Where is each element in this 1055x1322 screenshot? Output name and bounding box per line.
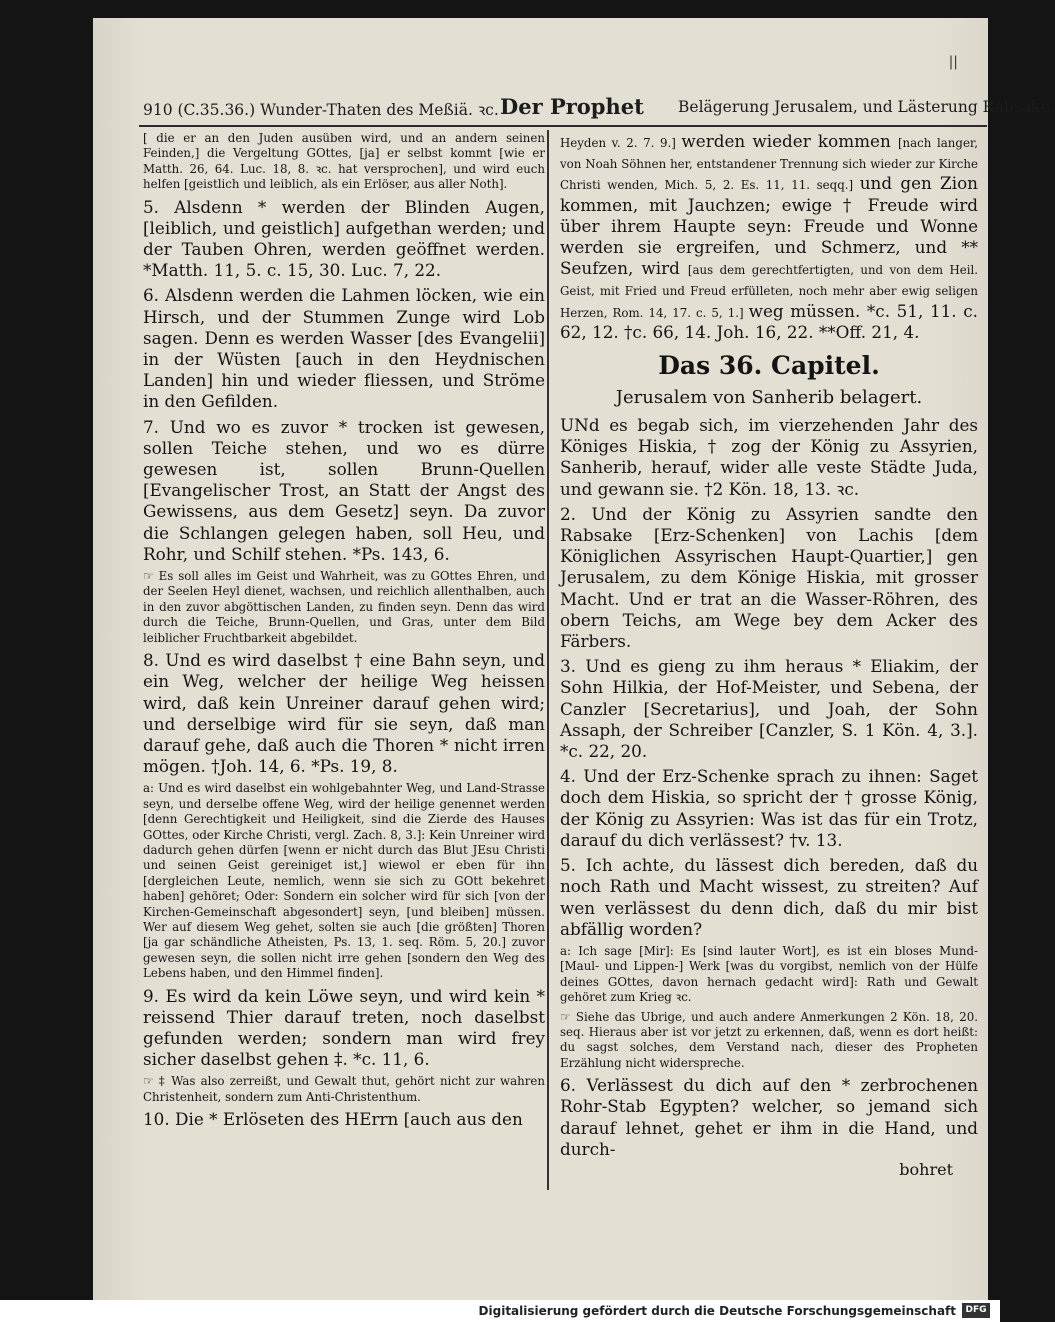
left-column: [143, 131, 545, 1134]
chapter-title: Das 36. Capitel.: [658, 351, 880, 381]
dfg-logo: DFG: [962, 1303, 990, 1318]
page-mark: ||: [948, 54, 958, 70]
catchword: bohret: [899, 1160, 953, 1179]
header-left: 910 (C.35.36.) Wunder-Thaten des Meßiä. ꝛc.: [143, 101, 499, 119]
commentary-note: ☞ Siehe das Ubrige, und auch andere Anmerkungen 2 Kön. 18, 20. seq. Hieraus aber ist vor jetzt zu erkennen, daß, wenn es dort heißt: du sagst solches, dem Verstand nach, dieser des Propheten Erzählung nicht widerspreche.: [560, 1009, 978, 1070]
chapter-subtitle: Jerusalem von Sanherib belagert.: [615, 387, 923, 409]
commentary-text: [nach langer, von Noah Söhnen her, entstandener Trennung sich wieder zur Kirche Christi wenden, Mich. 5, 2. Es. 11, 11. seqq.]: [560, 136, 979, 193]
verse-paragraph: 8. Und es wird daselbst † eine Bahn seyn, und ein Weg, welcher der heilige Weg heissen wird, daß kein Unreiner darauf gehen wird; und derselbige wird für sie seyn, daß man darauf gehe, daß auch die Thoren * nicht irren mögen. †Joh. 14, 6. *Ps. 19, 8.: [143, 650, 545, 777]
commentary-text: Heyden v. 2. 7. 9.]: [560, 136, 682, 150]
header-center: Der Prophet: [500, 94, 644, 119]
verse-text: weg müssen. *c. 51, 11. c. 62, 12. †c. 66, 14. Joh. 16, 22. **Off. 21, 4.: [560, 300, 978, 342]
commentary-note: a: Ich sage [Mir]: Es [sind lauter Wort], es ist ein bloses Mund- [Maul- und Lippen-] Werk [was du vorgibst, nemlich von der Hülfe deines GOttes, davon hernach gedacht wird]: Rath und Gewalt gehöret zum Krieg ꝛc.: [560, 943, 978, 1005]
right-column: [560, 131, 978, 1164]
verse-paragraph: 6. Alsdenn werden die Lahmen löcken, wie ein Hirsch, und der Stummen Zunge wird Lob sagen. Denn es werden Wasser [des Evangelii] in der Wüsten [auch in den Heydnischen Landen] hin und wieder fliessen, und Ströme in den Gefilden.: [143, 285, 545, 412]
header-right: Belägerung Jerusalem, und Lästerung Rabsake.: [678, 98, 1055, 116]
commentary-note: ☞ Es soll alles im Geist und Wahrheit, was zu GOttes Ehren, und der Seelen Heyl dienet, wachsen, und reichlich allenthalben, auch in den zuvor abgöttischen Landen, zu finden seyn. Denn das wird durch die Teiche, Brunn-Quellen, und Gras, unter dem Bild leiblicher Fruchtbarkeit abgebildet.: [143, 569, 545, 645]
verse-paragraph: 10. Die * Erlöseten des HErrn [auch aus den: [143, 1109, 523, 1130]
verse-text: und gen Zion kommen, mit Jauchzen; ewige † Freude wird über ihrem Haupte seyn: Freude und Wonne werden sie ergreifen, und Schmerz, und ** Seufzen, wird: [560, 173, 978, 279]
funding-note: Digitalisierung gefördert durch die Deutsche Forschungsgemeinschaft: [478, 1304, 956, 1318]
verse-paragraph: 9. Es wird da kein Löwe seyn, und wird kein * reissend Thier darauf treten, noch daselbst gefunden werden; sondern man wird frey sicher daselbst gehen ‡. *c. 11, 6.: [143, 985, 545, 1070]
continuation-paragraph: [560, 131, 978, 343]
commentary-note: ☞ ‡ Was also zerreißt, und Gewalt thut, gehört nicht zur wahren Christenheit, sondern zum Anti-Christenthum.: [143, 1074, 545, 1104]
verse-paragraph: 4. Und der Erz-Schenke sprach zu ihnen: Saget doch dem Hiskia, so spricht der † grosse König, der König zu Assyrien: Was ist das für ein Trotz, darauf du dich verlässest? †v. 13.: [560, 766, 978, 850]
verse-paragraph: 5. Ich achte, du lässest dich bereden, daß du noch Rath und Macht wissest, zu streiten? Auf wen verlässest du denn dich, daß du mir bist abfällig worden?: [560, 855, 978, 939]
commentary-note: [ die er an den Juden ausüben wird, und an andern seinen Feinden,] die Vergeltung GOttes, [ja] er selbst kommt [wie er Matth. 26, 64. Luc. 18, 8. ꝛc. hat versprochen], und wird euch helfen [geistlich und leiblich, als ein Erlöser, aus aller Noth].: [143, 131, 545, 192]
header-rule: [139, 125, 987, 127]
verse-paragraph: 6. Verlässest du dich auf den * zerbrochenen Rohr-Stab Egypten? welcher, so jemand sich darauf lehnet, gehet er ihm in die Hand, und durch-: [560, 1075, 978, 1159]
document-page: [93, 18, 1055, 1308]
running-header: [143, 94, 1055, 124]
verse-paragraph: 3. Und es gieng zu ihm heraus * Eliakim, der Sohn Hilkia, der Hof-Meister, und Sebena, der Canzler [Secretarius], und Joah, der Sohn Assaph, der Schreiber [Canzler, S. 1 Kön. 4, 3.]. *c. 22, 20.: [560, 656, 978, 762]
column-divider: [547, 130, 549, 1190]
footer-bar: [0, 1300, 1000, 1322]
verse-paragraph: 7. Und wo es zuvor * trocken ist gewesen, sollen Teiche stehen, und wo es dürre gewesen ist, sollen Brunn-Quellen [Evangelischer Trost, an Statt der Angst des Gewissens, aus dem Gesetz] seyn. Da zuvor die Schlangen gelegen haben, soll Heu, und Rohr, und Schilf stehen. *Ps. 143, 6.: [143, 416, 545, 564]
commentary-note: a: Und es wird daselbst ein wohlgebahnter Weg, und Land-Strasse seyn, und derselbe offene Weg, wird der heilige genennet werden [denn Gerechtigkeit und Heiligkeit, sind die Zierde des Hauses GOttes, oder Kirche Christi, vergl. Zach. 8, 3.]: Kein Unreiner wird dadurch gehen dürfen [wenn er nicht durch das Blut JEsu Christi und seinen Geist gereiniget ist,] wiewol er eben für ihn [dergleichen Leute, nemlich, wenn sie sich zu GOtt bekehret haben] gehöret; Oder: Sondern ein solcher wird für sich [von der Kirchen-Gemeinschaft abgesondert] seyn, [und bleiben] müssen. Wer auf diesem Weg gehet, solten sie auch [die größten] Thoren [ja gar schändliche Atheisten, Ps. 13, 1. seq. Röm. 5, 20.] zuvor gewesen seyn, die sollen nicht irre gehen [sondern den Weg des Lebens haben, und den Himmel finden].: [143, 781, 545, 981]
verse-paragraph: 2. Und der König zu Assyrien sandte den Rabsake [Erz-Schenken] von Lachis [dem Königlichen Assyrischen Haupt-Quartier,] gen Jerusalem, zu dem Könige Hiskia, mit grosser Macht. Und er trat an die Wasser-Röhren, des obern Teichs, am Wege bey dem Acker des Färbers.: [560, 503, 978, 652]
chapter-body: [560, 415, 978, 1160]
verse-paragraph: UNd es begab sich, im vierzehenden Jahr des Königes Hiskia, † zog der König zu Assyrien, Sanherib, herauf, wider alle veste Städte Juda, und gewann sie. †2 Kön. 18, 13. ꝛc.: [560, 415, 978, 499]
commentary-text: [aus dem gerechtfertigten, und von dem Heil. Geist, mit Fried und Freud erfülleten, noch mehr aber ewig seligen Herzen, Rom. 14, 17. c. 5, 1.]: [560, 263, 979, 320]
verse-paragraph: 5. Alsdenn * werden der Blinden Augen, [leiblich, und geistlich] aufgethan werden; und der Tauben Ohren, werden geöffnet werden. *Matth. 11, 5. c. 15, 30. Luc. 7, 22.: [143, 196, 545, 281]
verse-text: werden wieder kommen: [681, 131, 898, 151]
